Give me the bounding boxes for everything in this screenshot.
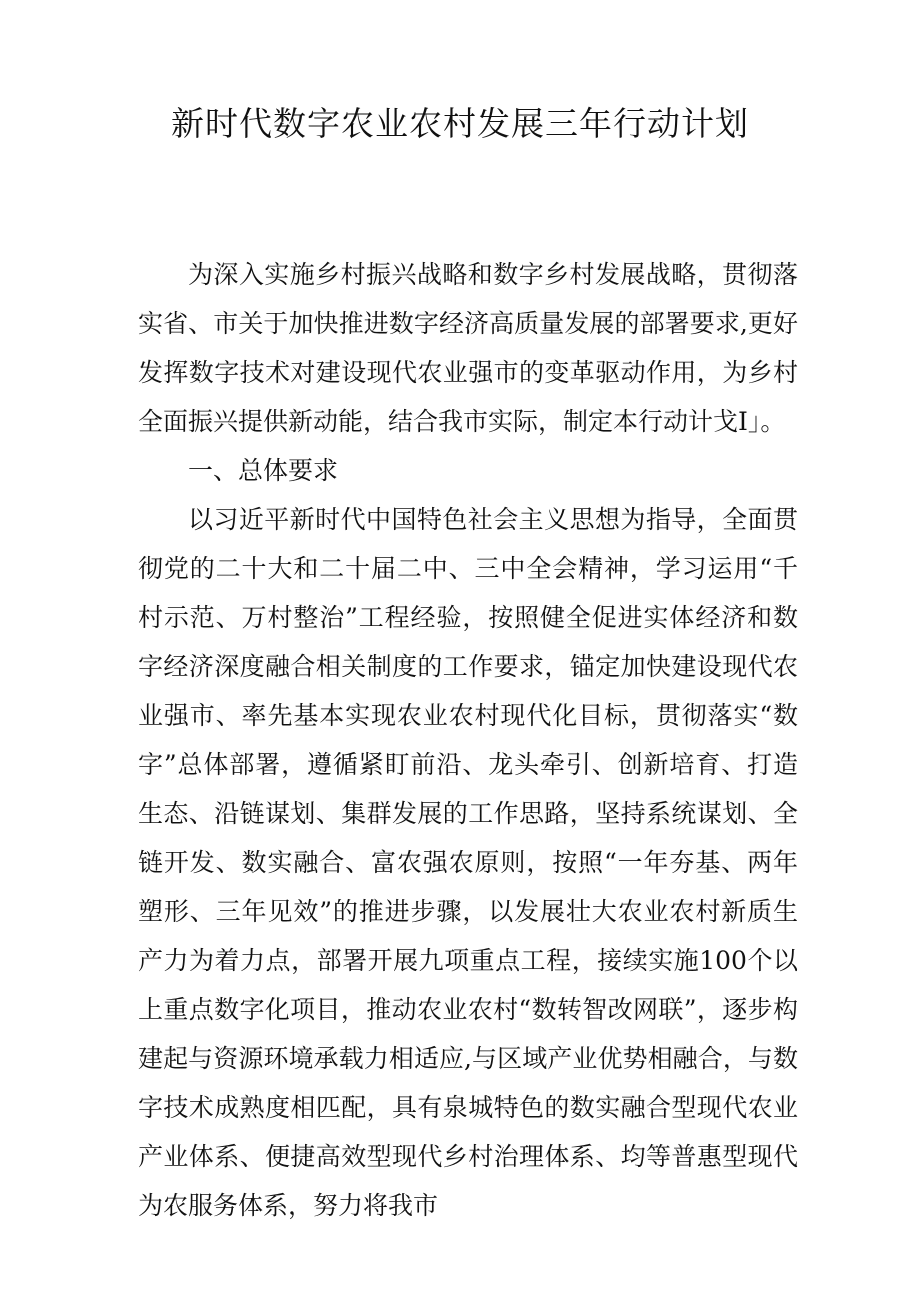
body-paragraph: 以习近平新时代中国特色社会主义思想为指导，全面贯彻党的二十大和二十届二中、三中全会精神，学习运用“千村示范、万村整治”工程经验，按照健全促进实体经济和数字经济深度融合相关制度的工作要求，锚定加快建设现代农业强市、率先基本实现农业农村现代化目标，贯彻落实“数字”总体部署，遵循紧盯前沿、龙头牵引、创新培育、打造生态、沿链谋划、集群发展的工作思路，坚持系统谋划、全链开发、数实融合、富农强农原则，按照“一年夯基、两年塑形、三年见效”的推进步骤，以发展壮大农业农村新质生产力为着力点，部署开展九项重点工程，接续实施100个以上重点数字化项目，推动农业农村“数转智改网联”，逐步构建起与资源环境承载力相适应,与区域产业优势相融合，与数字技术成熟度相匹配，具有泉城特色的数实融合型现代农业产业体系、便捷高效型现代乡村治理体系、均等普惠型现代为农服务体系，努力将我市 xyxy=(138,505,798,1220)
intro-paragraph: 为深入实施乡村振兴战略和数字乡村发展战略，贯彻落实省、市关于加快推进数字经济高质量发展的部署要求,更好发挥数字技术对建设现代农业强市的变革驱动作用，为乡村全面振兴提供新动能，结合我市实际，制定本行动计戈I」。 xyxy=(138,260,798,436)
document-body xyxy=(138,250,798,1230)
section-heading: 一、总体要求 xyxy=(188,456,339,485)
document-title: 新时代数字农业农村发展三年行动计划 xyxy=(171,104,749,143)
